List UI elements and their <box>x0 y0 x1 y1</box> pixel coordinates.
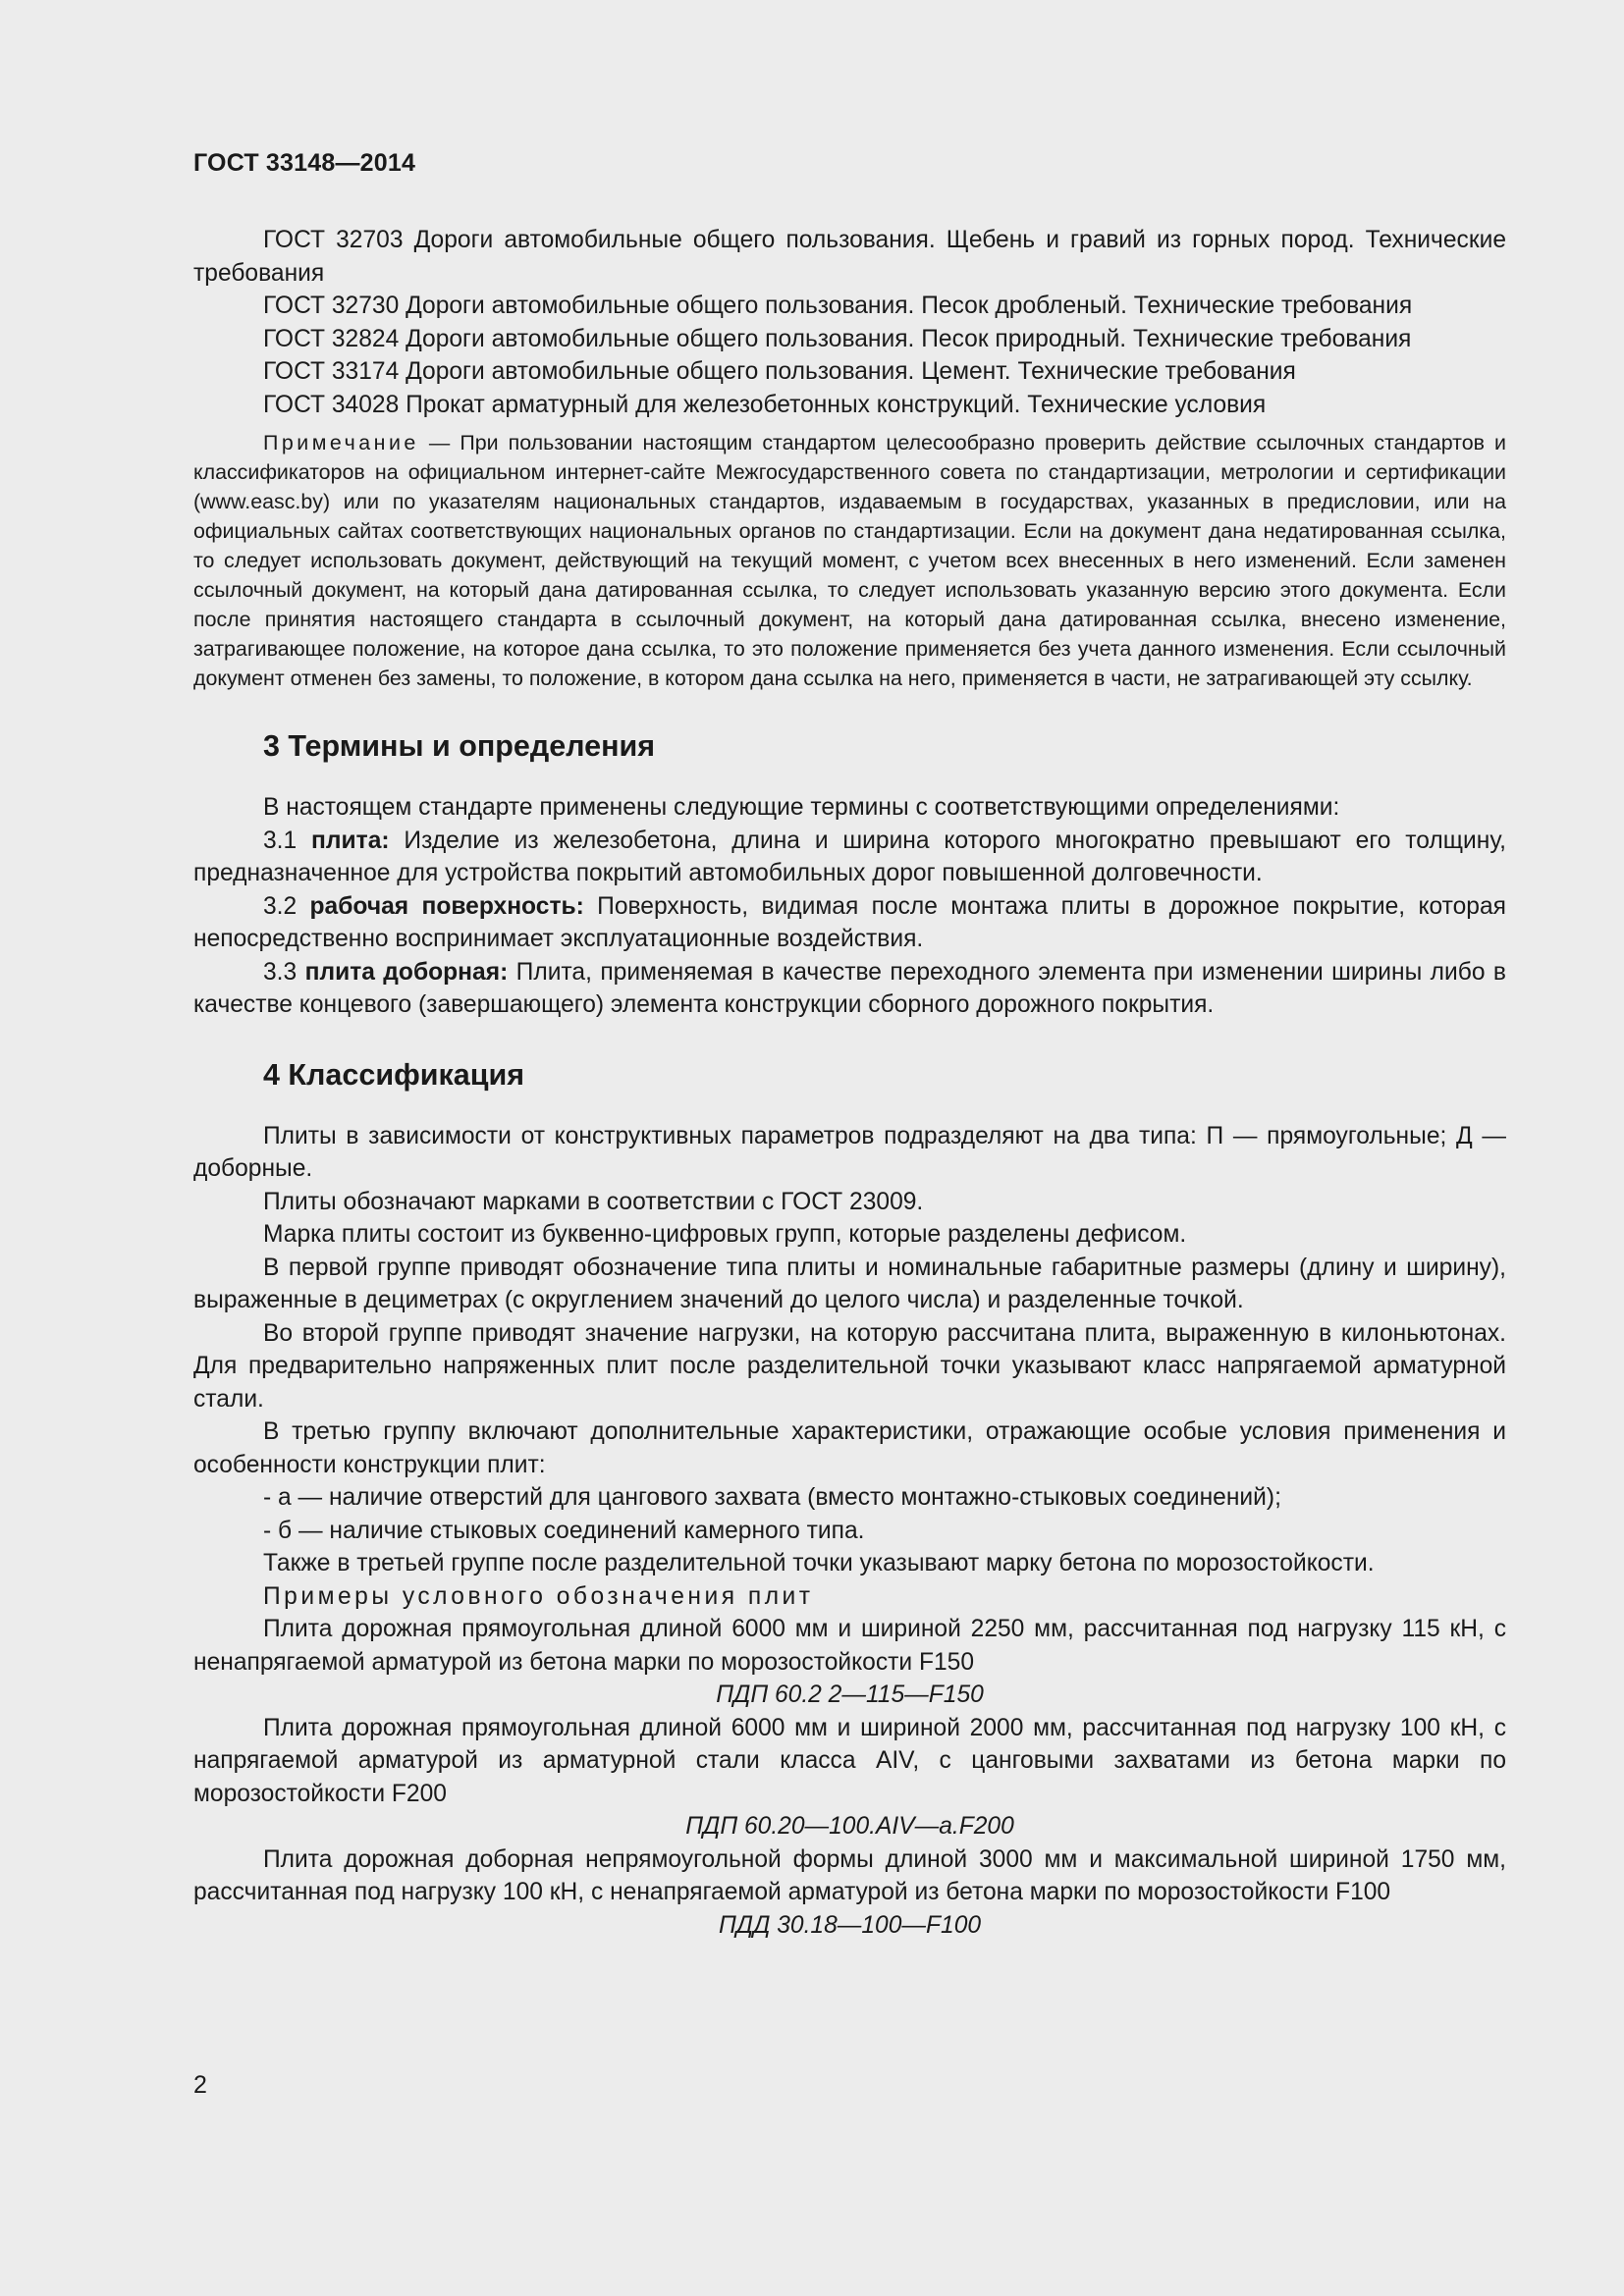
note-label: Примечание <box>263 431 419 454</box>
term-def: Изделие из железобетона, длина и ширина которого многократно превышают его толщину, предназначенное для устройства покрытий автомобильных дорог повышенной долговечности. <box>193 827 1506 886</box>
note-text: — При пользовании настоящим стандартом целесообразно проверить действие ссылочных стандартов и классификаторов на официальном интернет-сайте Межгосударственного совета по стандартизации, метрологии и сертификации (www.easc.by) или по указателям национальных стандартов, издаваемым в государствах, указанных в предисловии, или на официальных сайтах соответствующих национальных органов по стандартизации. Если на документ дана недатированная ссылка, то следует использовать документ, действующий на текущий момент, с учетом всех внесенных в него изменений. Если заменен ссылочный документ, на который дана датированная ссылка, то следует использовать указанную версию этого документа. Если после принятия настоящего стандарта в ссылочный документ, на который дана датированная ссылка, внесено изменение, затрагивающее положение, на которое дана ссылка, то это положение применяется без учета данного изменения. Если ссылочный документ отменен без замены, то положение, в котором дана ссылка на него, применяется в части, не затрагивающей эту ссылку. <box>193 431 1506 690</box>
example-text: Плита дорожная прямоугольная длиной 6000 мм и шириной 2250 мм, рассчитанная под нагрузку 115 кН, с ненапрягаемой арматурой из бетона марки по морозостойкости F150 <box>193 1616 1506 1676</box>
section-3-title: 3 Термины и определения <box>263 729 656 763</box>
example-code: ПДД 30.18—100—F100 <box>718 1911 982 1939</box>
paragraph: Марка плиты состоит из буквенно-цифровых групп, которые разделены дефисом. <box>263 1221 1187 1248</box>
term-name: плита доборная: <box>304 958 509 986</box>
document-header: ГОСТ 33148—2014 <box>193 149 416 177</box>
example-text: Плита дорожная доборная непрямоугольной формы длиной 3000 мм и максимальной шириной 1750 мм, рассчитанная под нагрузку 100 кН, с ненапрягаемой арматурой из бетона марки по морозостойкости F100 <box>193 1845 1506 1905</box>
reference-item: ГОСТ 32824 Дороги автомобильные общего пользования. Песок природный. Технические требования <box>263 325 1412 352</box>
term-definition <box>193 890 1506 956</box>
example-code: ПДП 60.2 2—115—F150 <box>716 1682 984 1708</box>
paragraph: Также в третьей группе после разделительной точки указывают марку бетона по морозостойкости. <box>263 1550 1375 1576</box>
paragraph: Во второй группе приводят значение нагрузки, на которую рассчитана плита, выраженную в килоньютонах. Для предварительно напряженных плит после разделительной точки указывают класс напрягаемой арматурной стали. <box>193 1319 1506 1413</box>
term-definition <box>193 956 1506 1022</box>
term-def: Плита, применяемая в качестве переходного элемента при изменении ширины либо в качестве концевого (завершающего) элемента конструкции сборного дорожного покрытия. <box>193 958 1506 1018</box>
term-name: рабочая поверхность: <box>309 892 584 920</box>
list-item: - а — наличие отверстий для цангового захвата (вместо монтажно-стыковых соединений); <box>263 1484 1281 1511</box>
paragraph: Плиты в зависимости от конструктивных параметров подразделяют на два типа: П — прямоугольные; Д — доборные. <box>193 1122 1506 1182</box>
term-number: 3.1 <box>263 827 312 854</box>
example-code: ПДП 60.20—100.AIV—а.F200 <box>685 1813 1014 1840</box>
term-def: Поверхность, видимая после монтажа плиты в дорожное покрытие, которая непосредственно воспринимает эксплуатационные воздействия. <box>193 892 1506 952</box>
paragraph: Плиты обозначают марками в соответствии с ГОСТ 23009. <box>263 1188 924 1215</box>
paragraph: В третью группу включают дополнительные характеристики, отражающие особые условия применения и особенности конструкции плит: <box>193 1418 1506 1478</box>
term-number: 3.3 <box>263 958 305 986</box>
reference-item: ГОСТ 32730 Дороги автомобильные общего пользования. Песок дробленый. Технические требования <box>263 293 1413 319</box>
reference-item: ГОСТ 32703 Дороги автомобильные общего пользования. Щебень и гравий из горных пород. Технические требования <box>193 227 1506 287</box>
page-content <box>193 224 1506 1942</box>
example-text: Плита дорожная прямоугольная длиной 6000 мм и шириной 2000 мм, рассчитанная под нагрузку 100 кН, с напрягаемой арматурой из арматурной стали класса AIV, с цанговыми захватами из бетона марки по морозостойкости F200 <box>193 1714 1506 1807</box>
reference-item: ГОСТ 33174 Дороги автомобильные общего пользования. Цемент. Технические требования <box>263 358 1296 385</box>
term-number: 3.2 <box>263 892 310 920</box>
section-3-intro: В настоящем стандарте применены следующие термины с соответствующими определениями: <box>263 794 1340 821</box>
reference-item: ГОСТ 34028 Прокат арматурный для железобетонных конструкций. Технические условия <box>263 391 1267 418</box>
list-item: - б — наличие стыковых соединений камерного типа. <box>263 1517 865 1544</box>
examples-label: Примеры условного обозначения плит <box>263 1582 814 1610</box>
term-definition <box>193 825 1506 890</box>
section-4-title: 4 Классификация <box>263 1057 525 1092</box>
note-paragraph <box>193 428 1506 693</box>
paragraph: В первой группе приводят обозначение типа плиты и номинальные габаритные размеры (длину и ширину), выраженные в дециметрах (с округлением значений до целого числа) и разделенные точкой. <box>193 1254 1506 1313</box>
page-number: 2 <box>193 2071 207 2099</box>
term-name: плита: <box>311 827 390 854</box>
